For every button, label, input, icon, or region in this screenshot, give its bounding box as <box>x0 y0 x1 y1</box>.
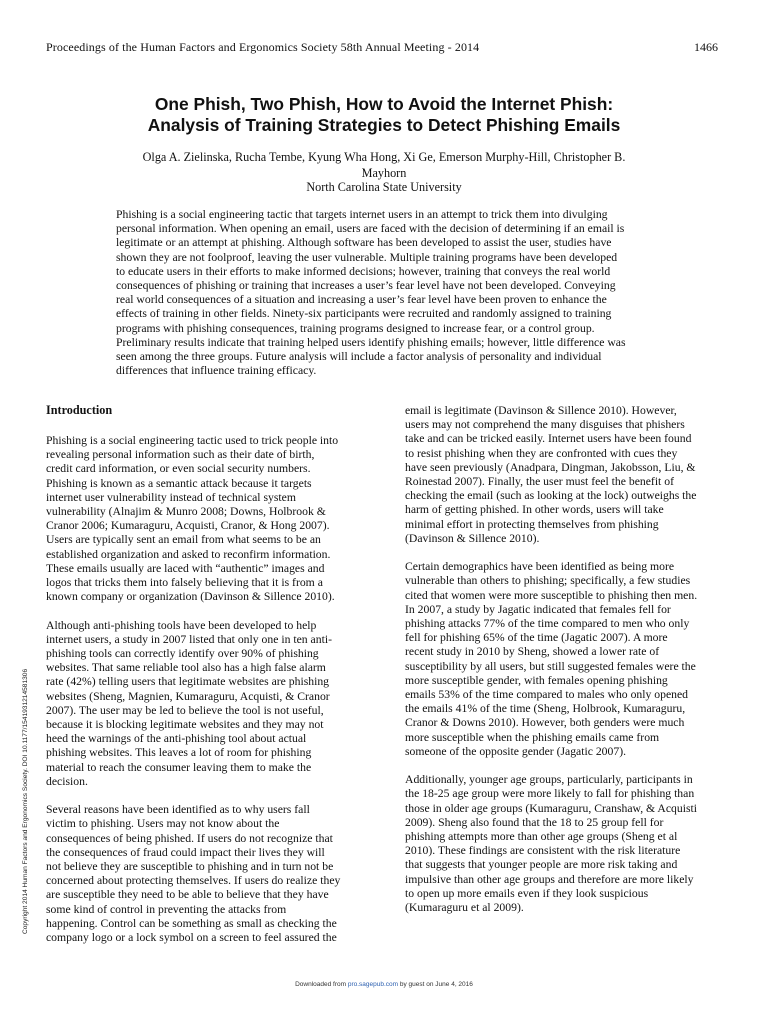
text-line: impulsive than other age groups and therefore are more likely <box>405 872 694 886</box>
text-line: 2010). These findings are consistent with the risk literature <box>405 844 681 858</box>
text-line: material to reach the consumer leaving them to make the <box>46 760 312 774</box>
text-line: seen among the three groups. Future analysis will include a factor analysis of personality and individual <box>116 350 602 364</box>
text-line: Several reasons have been identified as to why users fall <box>46 803 310 817</box>
text-line: recent study in 2010 by Sheng, showed a lower rate of <box>405 645 660 659</box>
text-line: vulnerable than others to phishing; specifically, a few studies <box>405 574 691 588</box>
paper-title <box>60 94 708 136</box>
text-line: the consequences of fraud could impact their lives they will <box>46 845 325 859</box>
text-line: shown they are not foolproof, leaving the user vulnerable. Multiple training programs have been developed <box>116 250 618 264</box>
text-line: credit card information, or even social security numbers. <box>46 462 311 476</box>
text-line: company logo or a lock symbol on a screen to feel assured the <box>46 931 337 945</box>
text-line: rate (42%) telling users that legitimate websites are phishing <box>46 675 330 689</box>
text-line: Additionally, younger age groups, particularly, participants in <box>405 773 693 787</box>
text-line: to open up more emails even if they look suspicious <box>405 886 649 900</box>
text-line: known company or organization (Davinson & Sillence 2010). <box>46 590 335 604</box>
text-line: phishing attempts more than other age groups (Sheng et al <box>405 830 678 844</box>
text-line: heed the warnings of the anti-phishing tool about actual <box>46 732 307 746</box>
text-line: to educate users in their efforts to make informed decisions; however, training that conveys the real world <box>116 264 611 278</box>
text-line: have seen previously (Anadpara, Dingman, Jakobsson, Liu, & <box>405 460 696 474</box>
text-line: phishing attacks 77% of the time compared to men who only <box>405 617 690 631</box>
text-line: harm of getting phished. In other words, users will take <box>405 503 664 517</box>
text-line: programs with phishing consequences, training programs designed to increase fear, or a control group. <box>116 321 595 335</box>
text-line: personal information. When opening an email, users are faced with the decision of determining if an email is <box>116 222 625 236</box>
text-line: These emails usually are laced with “authentic” images and <box>46 561 325 575</box>
text-line: Phishing is known as a semantic attack because it targets <box>46 476 312 490</box>
left-column-body <box>46 434 366 945</box>
paragraph <box>405 404 725 546</box>
text-line: effects of training in other fields. Ninety-six participants were recruited and randomly assigned to training <box>116 307 612 321</box>
text-line: checking the email (such as looking at the lock) outweighs the <box>405 489 697 503</box>
text-line: some kind of control in preventing the attacks from <box>46 902 287 916</box>
text-line: not believe they are susceptible to phishing and in turn not be <box>46 860 334 874</box>
text-line: fell for phishing 65% of the time (Jagatic 2007). A more <box>405 631 668 645</box>
text-line: internet user vulnerability instead of technical system <box>46 490 296 504</box>
text-line: minimal effort in protecting themselves from phishing <box>405 517 659 531</box>
section-heading: Introduction <box>46 403 113 417</box>
text-line: (Kumaraguru et al 2009). <box>405 901 524 915</box>
text-line: happening. Control can be something as small as checking the <box>46 916 337 930</box>
text-line: consequences of phishing or training that increases a user’s fear level have not been developed. Conveying <box>116 279 616 293</box>
paragraph <box>46 803 366 945</box>
text-line: to resist phishing when they are confronted with cues they <box>405 446 678 460</box>
title-line: One Phish, Two Phish, How to Avoid the Internet Phish: <box>154 94 614 114</box>
right-column <box>405 404 725 929</box>
text-line: Cranor 2006; Kumaraguru, Acquisti, Cranor, & Hong 2007). <box>46 519 330 533</box>
text-line: Cranor & Downs 2010). However, both genders were much <box>405 716 685 730</box>
text-line: phishing tools can correctly identify over 90% of phishing <box>46 647 319 661</box>
text-line: users may not comprehend the many disguises that phishers <box>405 418 685 432</box>
download-footer <box>0 981 768 988</box>
text-line: revealing personal information such as their date of birth, <box>46 448 315 462</box>
text-line: Roinestad 2007). Finally, the user must feel the benefit of <box>405 475 674 489</box>
text-line: legitimate or an attempt at phishing. Although software has been developed to assist the user, studies have <box>116 236 612 250</box>
paragraph <box>46 434 366 604</box>
text-line: Phishing is a social engineering tactic that targets internet users in an attempt to trick them into divulging <box>116 208 608 221</box>
text-line: In 2007, a study by Jagatic indicated that females fell for <box>405 602 671 616</box>
text-line: phishing websites. This leaves a lot of room for phishing <box>46 746 312 760</box>
text-line: 2009). Sheng also found that the 18 to 25 group fell for <box>405 815 664 829</box>
paragraph <box>405 560 725 759</box>
text-line: that suggests that younger people are more risk taking and <box>405 858 678 872</box>
text-line: the 18-25 age group were more likely to fall for phishing than <box>405 787 695 801</box>
text-line: more susceptible gender, with females opening phishing <box>405 673 668 687</box>
paragraph <box>46 619 366 789</box>
running-header: Proceedings of the Human Factors and Ergonomics Society 58th Annual Meeting - 2014 <box>46 40 480 54</box>
author-list: Olga A. Zielinska, Rucha Tembe, Kyung Wha Hong, Xi Ge, Emerson Murphy-Hill, Christopher B. Mayhorn <box>142 150 626 180</box>
text-line: Users are typically sent an email from what seems to be an <box>46 533 321 547</box>
affiliation: North Carolina State University <box>306 180 462 194</box>
copyright-sidebar <box>22 614 34 934</box>
footer-suffix: by guest on June 4, 2016 <box>398 981 473 988</box>
text-line: real world consequences of a situation and increasing a user’s fear level have been proven to enhance the <box>116 293 607 307</box>
text-line: susceptibility by all users, but still suggested females were the <box>405 659 696 673</box>
page-number: 1466 <box>694 40 718 54</box>
text-line: concerned about protecting themselves. If users do realize they <box>46 874 341 888</box>
text-line: logos that tricks them into falsely believing that it is from a <box>46 576 323 590</box>
title-line: Analysis of Training Strategies to Detect Phishing Emails <box>147 115 621 135</box>
text-line: websites (Sheng, Magnien, Kumaraguru, Acquisti, & Cranor <box>46 689 330 703</box>
text-line: cited that women were more susceptible to phishing then men. <box>405 588 698 602</box>
text-line: Preliminary results indicate that training helped users identify phishing emails; however, little difference was <box>116 335 626 349</box>
text-line: consequences of being phished. If users do not recognize that <box>46 831 333 845</box>
text-line: take and can be tricked easily. Internet users have been found <box>405 432 692 446</box>
text-line: 2007). The user may be led to believe the tool is not useful, <box>46 703 324 717</box>
text-line: emails 53% of the time compared to males who only opened <box>405 688 689 702</box>
footer-prefix: Downloaded from <box>295 981 348 988</box>
footer-link[interactable]: pro.sagepub.com <box>347 981 399 988</box>
text-line: someone of the opposite gender (Jagatic 2007). <box>405 744 627 758</box>
text-line: Although anti-phishing tools have been developed to help <box>46 618 317 632</box>
text-line: established organization and asked to reconfirm information. <box>46 547 331 561</box>
text-line: email is legitimate (Davinson & Sillence 2010). However, <box>405 404 677 417</box>
text-line: differences that influence training efficacy. <box>116 364 317 378</box>
paragraph <box>405 773 725 915</box>
text-line: Certain demographics have been identified as being more <box>405 560 675 574</box>
text-line: Phishing is a social engineering tactic used to trick people into <box>46 434 339 447</box>
text-line: the emails 41% of the time (Sheng, Holbrook, Kumaraguru, <box>405 702 686 716</box>
text-line: websites. That same reliable tool also has a high false alarm <box>46 661 326 675</box>
text-line: vulnerability (Alnajim & Munro 2008; Downs, Holbrook & <box>46 505 326 519</box>
text-line: because it is blocking legitimate websites and they may not <box>46 718 324 732</box>
text-line: are susceptible they need to be able to believe that they have <box>46 888 329 902</box>
copyright-notice: Copyright 2014 Human Factors and Ergonomics Society. DOI 10.1177/1541931214581306 <box>22 668 29 934</box>
text-line: those in older age groups (Kumaraguru, Cranshaw, & Acquisti <box>405 801 698 815</box>
text-line: (Davinson & Sillence 2010). <box>405 531 540 545</box>
left-column <box>46 402 366 959</box>
text-line: more susceptible when the phishing emails came from <box>405 730 660 744</box>
text-line: decision. <box>46 774 88 788</box>
abstract <box>116 208 656 378</box>
text-line: victim to phishing. Users may not know about the <box>46 817 280 831</box>
text-line: internet users, a study in 2007 listed that only one in ten anti- <box>46 632 332 646</box>
